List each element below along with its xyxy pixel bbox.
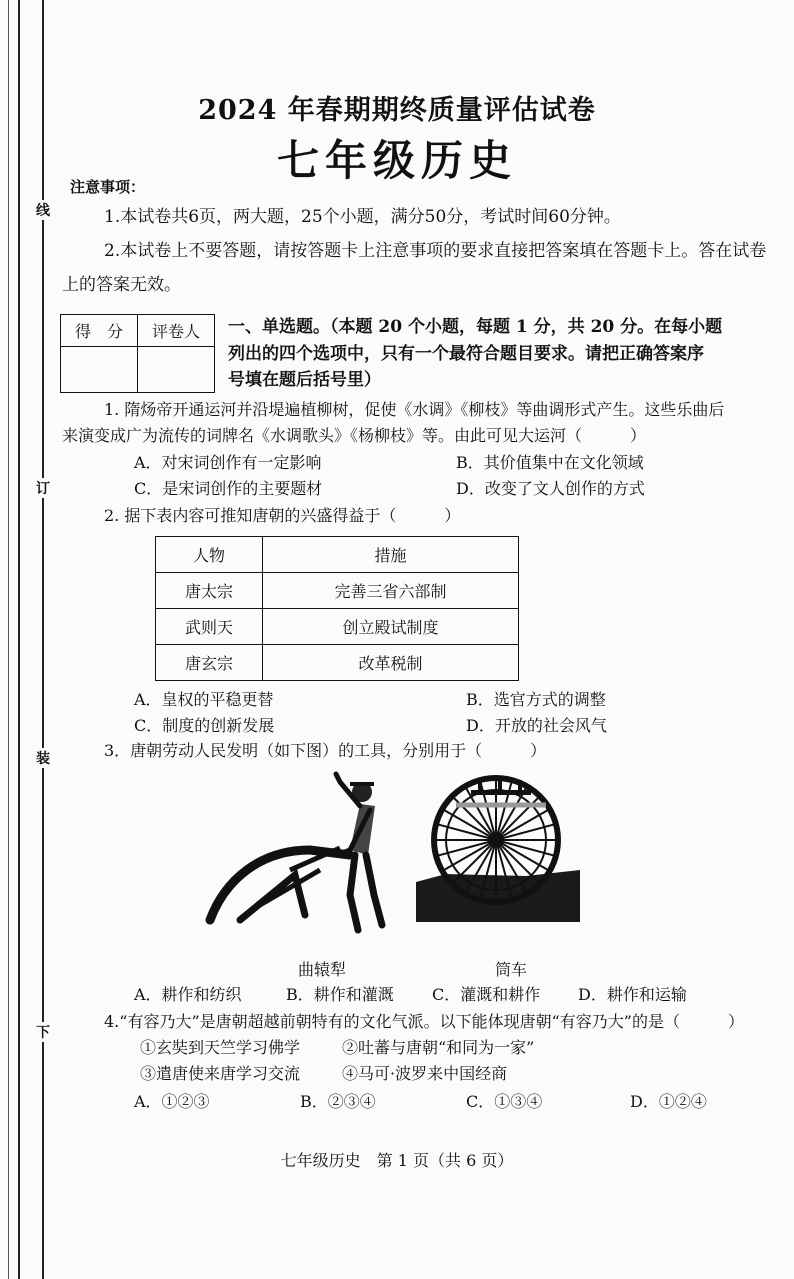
q3-stem: 3．唐朝劳动人民发明（如下图）的工具，分别用于（ ） — [104, 741, 547, 760]
q2-option-b: B．选官方式的调整 — [466, 690, 606, 709]
binding-label-ding: 订 — [36, 478, 50, 498]
table-header: 措施 — [263, 537, 519, 573]
table-cell: 唐玄宗 — [156, 645, 263, 681]
section1-line1: 一、单选题。（本题 20 个小题，每题 1 分，共 20 分。在每小题 — [228, 317, 723, 337]
table-row — [156, 609, 519, 645]
q2-option-d: D．开放的社会风气 — [466, 716, 607, 735]
score-cell — [61, 347, 138, 393]
q2-stem: 2. 据下表内容可推知唐朝的兴盛得益于（ ） — [104, 506, 461, 525]
q4-item-3: ③遣唐使来唐学习交流 — [140, 1064, 301, 1083]
page-footer: 七年级历史 第 1 页（共 6 页） — [280, 1151, 514, 1170]
subject-title: 七年级历史 — [276, 136, 517, 185]
binding-label-zhuang: 装 — [36, 748, 50, 768]
grader-cell — [138, 347, 215, 393]
binding-line-2 — [18, 0, 20, 1279]
q4-item-1: ①玄奘到天竺学习佛学 — [140, 1038, 301, 1057]
q3-option-a: A．耕作和纺织 — [134, 985, 242, 1004]
notice-item-2b: 上的答案无效。 — [62, 275, 181, 295]
score-label: 得 分 — [61, 315, 138, 347]
grader-label: 评卷人 — [138, 315, 215, 347]
caption-plough: 曲辕犁 — [298, 960, 347, 979]
table-cell: 武则天 — [156, 609, 263, 645]
q1-stem-line2: 来演变成广为流传的词牌名《水调歌头》《杨柳枝》等。由此可见大运河（ ） — [62, 426, 647, 445]
q4-option-c: C．①③④ — [466, 1092, 543, 1111]
q2-option-c: C．制度的创新发展 — [134, 716, 275, 735]
binding-label-xian: 线 — [36, 200, 50, 220]
q2-option-a: A．皇权的平稳更替 — [134, 690, 274, 709]
q3-option-d: D．耕作和运输 — [578, 985, 687, 1004]
q4-option-d: D．①②④ — [630, 1092, 707, 1111]
q1-stem-line1: 1. 隋炀帝开通运河并沿堤遍植柳树，促使《水调》《柳枝》等曲调形式产生。这些乐曲后 — [104, 400, 725, 419]
q1-option-a: A．对宋词创作有一定影响 — [134, 453, 322, 472]
plough-illustration — [200, 770, 400, 940]
section1-line2: 列出的四个选项中，只有一个最符合题目要求。请把正确答案序 — [228, 344, 704, 364]
waterwheel-illustration — [416, 770, 580, 922]
binding-label-xia: 下 — [36, 1022, 50, 1042]
table-cell: 改革税制 — [263, 645, 519, 681]
notice-heading: 注意事项： — [70, 178, 146, 196]
q4-item-4: ④马可·波罗来中国经商 — [342, 1064, 508, 1083]
table-row — [156, 645, 519, 681]
table-row — [156, 573, 519, 609]
score-box — [60, 314, 215, 393]
table-cell: 完善三省六部制 — [263, 573, 519, 609]
exam-title: 2024 年春期期终质量评估试卷 — [198, 95, 596, 126]
q4-option-b: B．②③④ — [300, 1092, 376, 1111]
q4-item-2: ②吐蕃与唐朝“和同为一家” — [342, 1038, 535, 1057]
binding-line-1 — [8, 0, 9, 1279]
q1-option-b: B．其价值集中在文化领域 — [456, 453, 644, 472]
q4-stem: 4.“有容乃大”是唐朝超越前朝特有的文化气派。以下能体现唐朝“有容乃大”的是（ ） — [104, 1012, 744, 1031]
table-header: 人物 — [156, 537, 263, 573]
notice-item-1: 1.本试卷共6页，两大题，25个小题，满分50分，考试时间60分钟。 — [104, 207, 621, 227]
q4-option-a: A．①②③ — [134, 1092, 210, 1111]
q1-option-d: D．改变了文人创作的方式 — [456, 479, 645, 498]
q1-option-c: C．是宋词创作的主要题材 — [134, 479, 323, 498]
section1-line3: 号填在题后括号里） — [228, 370, 381, 390]
q2-table — [155, 536, 519, 681]
notice-item-2a: 2.本试卷上不要答题，请按答题卡上注意事项的要求直接把答案填在答题卡上。答在试卷 — [104, 241, 767, 261]
table-cell: 创立殿试制度 — [263, 609, 519, 645]
table-cell: 唐太宗 — [156, 573, 263, 609]
caption-waterwheel: 筒车 — [495, 960, 528, 979]
q3-option-c: C．灌溉和耕作 — [432, 985, 541, 1004]
binding-line-3 — [42, 0, 44, 1279]
table-header-row — [156, 537, 519, 573]
wheel — [434, 778, 558, 902]
q3-option-b: B．耕作和灌溉 — [286, 985, 394, 1004]
